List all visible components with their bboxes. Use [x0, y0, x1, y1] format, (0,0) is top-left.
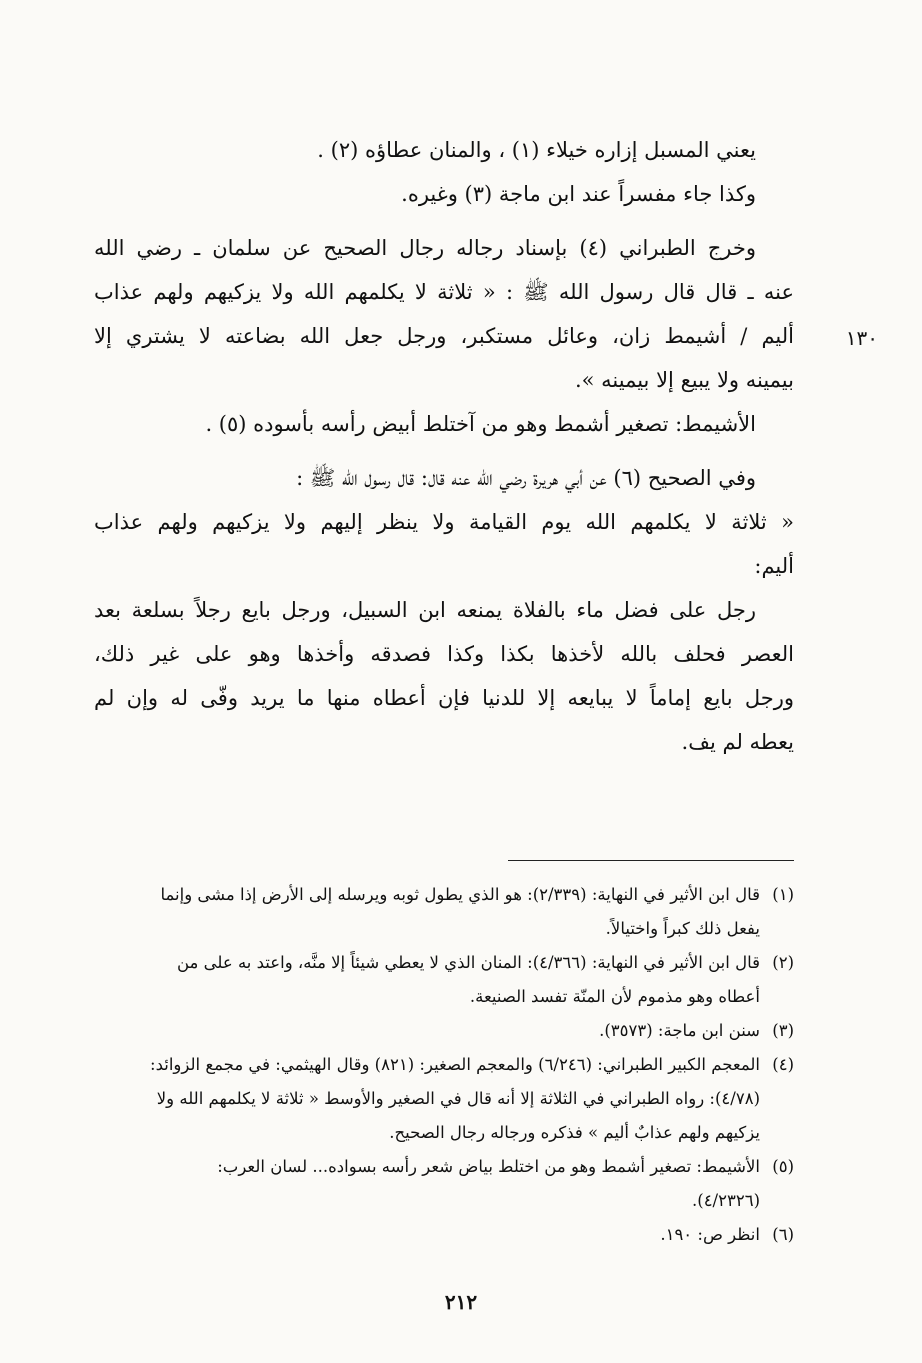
- text-line: عنه ـ قال قال رسول الله ﷺ : « ثلاثة لا يكلمهم الله ولا يزكيهم ولهم عذاب: [94, 280, 794, 304]
- text-line: الأشيمط: تصغير أشمط وهو من آختلط أبيض رأسه بأسوده (٥) .: [205, 412, 756, 436]
- footnote-number: (٥): [772, 1157, 794, 1176]
- footnote-number: (٤): [772, 1055, 794, 1074]
- text-line: رجل على فضل ماء بالفلاة يمنعه ابن السبيل، ورجل بايع رجلاً بسلعة بعد: [94, 598, 756, 622]
- text-line: وكذا جاء مفسراً عند ابن ماجة (٣) وغيره.: [401, 182, 756, 206]
- footnote-text: يفعل ذلك كبراً واختيالاً.: [605, 919, 760, 938]
- footnote-number: (٦): [772, 1225, 794, 1244]
- footnote-text: أعطاه وهو مذموم لأن المنّة تفسد الصنيعة.: [469, 987, 760, 1006]
- footnote: [94, 878, 794, 912]
- page-number: ٢١٢: [444, 1290, 478, 1314]
- footnote-text: (٤/٧٨): رواه الطبراني في الثلاثة إلا أنه قال في الصغير والأوسط « ثلاثة لا يكلمهم الله ولا: [156, 1089, 760, 1108]
- footnote-number: (٣): [772, 1021, 794, 1040]
- footnote: [94, 946, 794, 980]
- main-text: [94, 128, 794, 764]
- text-line: ورجل بايع إماماً لا يبايعه إلا للدنيا فإن أعطاه منها ما يريد وفّى له وإن لم: [94, 686, 794, 710]
- footnote-text: قال ابن الأثير في النهاية: (٢/٣٣٩): هو الذي يطول ثوبه ويرسله إلى الأرض إذا مشى وإنما: [160, 885, 760, 904]
- footnote: [94, 1150, 794, 1184]
- footnote-number: (١): [772, 885, 794, 904]
- footnote-text: انظر ص: ١٩٠.: [660, 1225, 760, 1244]
- text-line: يعني المسبل إزاره خيلاء (١) ، والمنان عطاؤه (٢) .: [317, 138, 756, 162]
- text-line: العصر فحلف بالله لأخذها بكذا وكذا فصدقه وأخذها وهو على غير ذلك،: [94, 642, 794, 666]
- text-line: أليم / أشيمط زان، وعائل مستكبر، ورجل جعل الله بضاعته لا يشتري إلا: [94, 324, 794, 348]
- footnote-number: (٢): [772, 953, 794, 972]
- footnote: [94, 1014, 794, 1048]
- footnote-text: قال ابن الأثير في النهاية: (٤/٣٦٦): المنان الذي لا يعطي شيئاً إلا منَّه، واعتد به على من: [177, 953, 760, 972]
- text-line: أليم:: [754, 554, 794, 578]
- footnote-text: سنن ابن ماجة: (٣٥٧٣).: [599, 1021, 760, 1040]
- footnote-text: المعجم الكبير الطبراني: (٦/٢٤٦) والمعجم الصغير: (٨٢١) وقال الهيثمي: في مجمع الزوائد:: [150, 1055, 760, 1074]
- footnote-text: (٤/٢٣٢٦).: [692, 1191, 760, 1210]
- text-line: وفي الصحيح (٦) عن أبي هريرة رضي الله عنه قال: قال رسول الله ﷺ :: [296, 466, 756, 490]
- text-line: بيمينه ولا يبيع إلا بيمينه ».: [574, 368, 794, 392]
- margin-page-reference: ١٣٠: [845, 326, 878, 350]
- footnotes: [94, 878, 794, 1252]
- text-line: « ثلاثة لا يكلمهم الله يوم القيامة ولا ينظر إليهم ولا يزكيهم ولهم عذاب: [94, 510, 794, 534]
- footnote: [94, 1218, 794, 1252]
- text-line: وخرج الطبراني (٤) بإسناد رجاله رجال الصحيح عن سلمان ـ رضي الله: [94, 236, 756, 260]
- footnote-separator: [508, 860, 794, 861]
- text-line: يعطه لم يف.: [681, 730, 794, 754]
- footnote-text: يزكيهم ولهم عذابٌ أليم » فذكره ورجاله رجال الصحيح.: [389, 1123, 760, 1142]
- footnote: [94, 1048, 794, 1082]
- footnote-text: الأشيمط: تصغير أشمط وهو من اختلط بياض شعر رأسه بسواده... لسان العرب:: [217, 1157, 760, 1176]
